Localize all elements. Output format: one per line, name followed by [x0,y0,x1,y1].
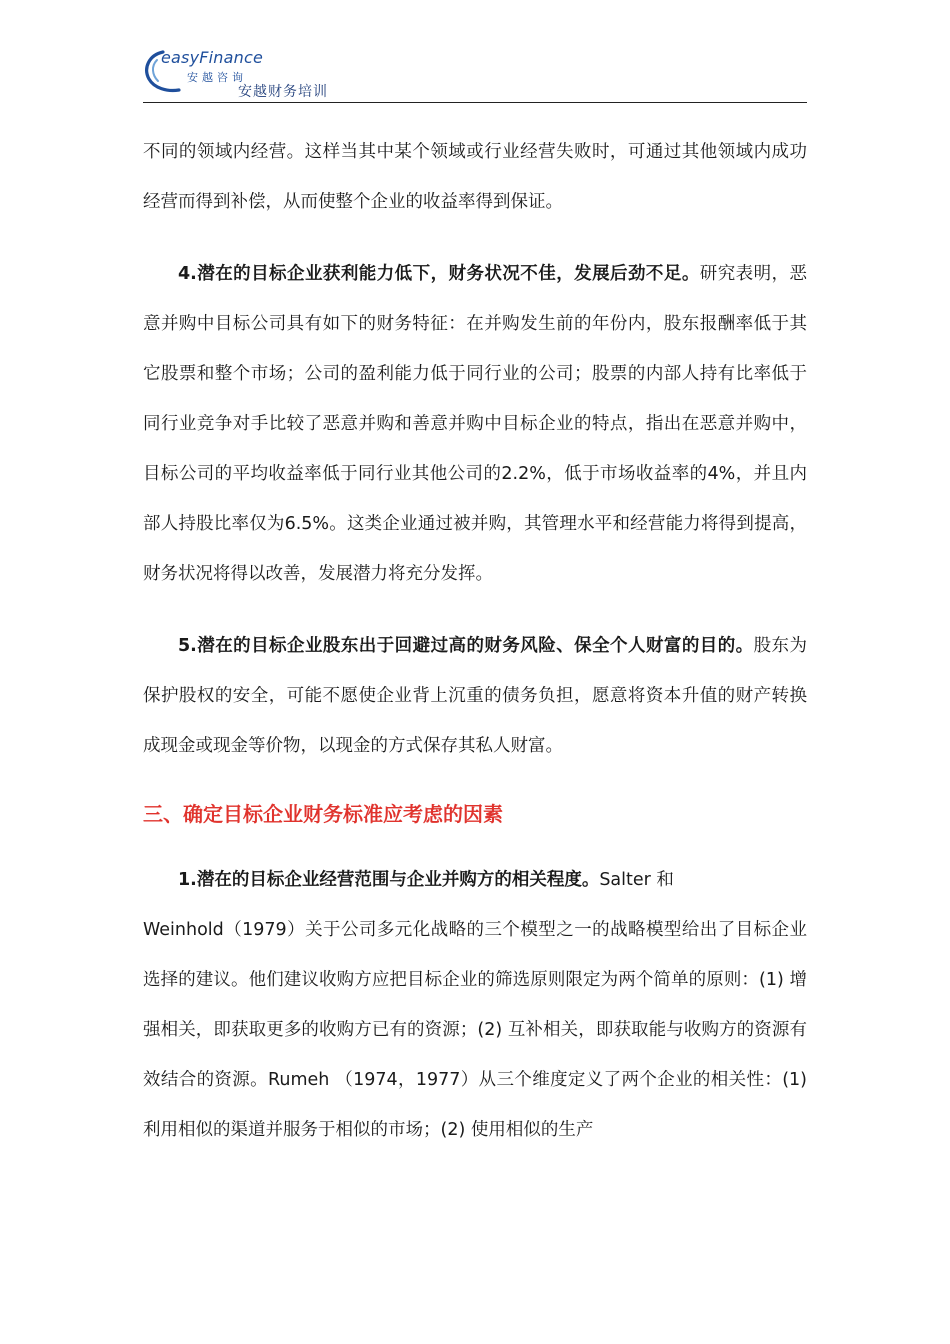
page-header [143,44,807,104]
header-subtitle: 安越财务培训 [238,84,328,100]
paragraph-section-3-point-1-cont: Weinhold（1979）关于公司多元化战略的三个模型之一的战略模型给出了目标企业选择的建议。他们建议收购方应把目标企业的筛选原则限定为两个简单的原则：(1) 增强相关，即获取更多的收购方已有的资源；(2) 互补相关，即获取能与收购方的资源有效结合的资源。Rumeh （1974，1977）从三个维度定义了两个企业的相关性：(1) 利用相似的渠道并服务于相似的市场；(2) 使用相似的生产 [143,920,807,1140]
point-5-heading: 5.潜在的目标企业股东出于回避过高的财务风险、保全个人财富的目的。 [178,636,754,656]
paragraph-point-5 [143,621,807,771]
point-4-heading: 4.潜在的目标企业获利能力低下，财务状况不佳，发展后劲不足。 [178,264,700,284]
header-divider [143,102,807,103]
paragraph-point-4 [143,249,807,599]
point-4-text: 研究表明，恶意并购中目标公司具有如下的财务特征：在并购发生前的年份内，股东报酬率低于其它股票和整个市场；公司的盈利能力低于同行业的公司；股票的内部人持有比率低于同行业竞争对手比较了恶意并购和善意并购中目标企业的特点，指出在恶意并购中，目标公司的平均收益率低于同行业其他公司的2.2%，低于市场收益率的4%，并且内部人持股比率仅为6.5%。这类企业通过被并购，其管理水平和经营能力将得到提高，财务状况将得以改善，发展潜力将充分发挥。 [143,264,807,584]
section-3-point-1-heading: 1.潜在的目标企业经营范围与企业并购方的相关程度。 [178,870,600,890]
section-3-point-1-text-a: Salter 和 [599,870,674,890]
paragraph-continuation: 不同的领域内经营。这样当其中某个领域或行业经营失败时，可通过其他领域内成功经营而得到补偿，从而使整个企业的收益率得到保证。 [143,142,807,212]
document-body [143,127,807,1155]
logo-text-en: easyFinance [161,48,264,67]
section-heading-3: 三、确定目标企业财务标准应考虑的因素 [143,802,503,826]
logo-text-cn: 安越咨询 [187,71,247,84]
paragraph-section-3-point-1 [143,855,807,905]
point-5-text: 股东为保护股权的安全，可能不愿使企业背上沉重的债务负担，愿意将资本升值的财产转换成现金或现金等价物，以现金的方式保存其私人财富。 [143,636,808,756]
